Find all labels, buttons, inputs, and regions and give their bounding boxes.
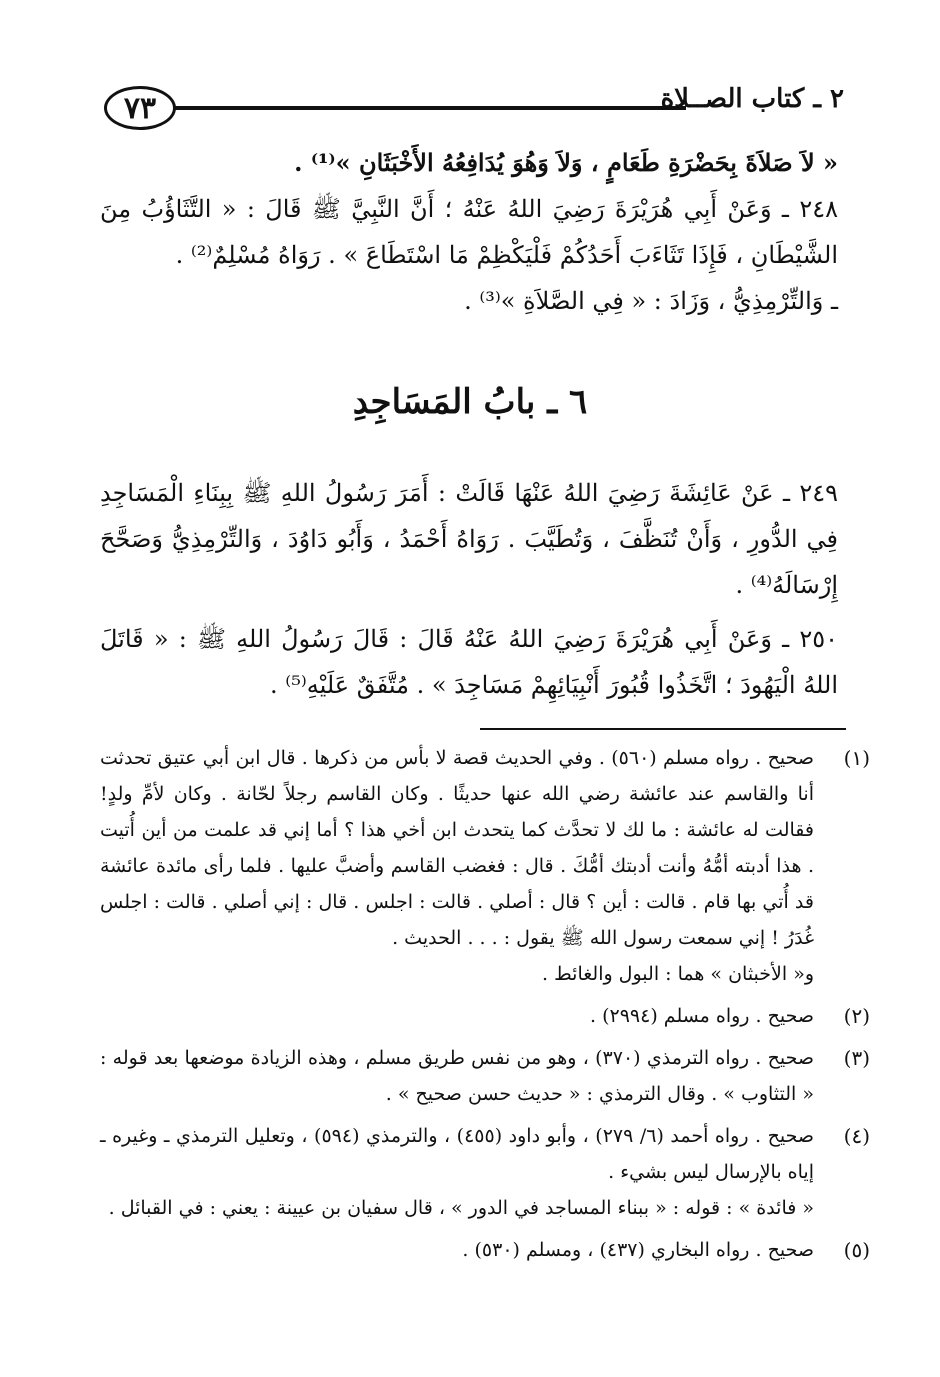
footnote-line: و« الأخبثان » هما : البول والغائط . <box>542 963 814 985</box>
page-number: ٧٣ <box>123 90 157 126</box>
hadith-248: ٢٤٨ ـ وَعَنْ أَبِي هُرَيْرَةَ رَضِيَ اللهُ عَنْهُ ؛ أَنَّ النَّبِيَّ ﷺ قَالَ : « التَّثَاؤُبُ مِنَ الشَّيْطَانِ ، فَإِذَا تَثَاءَبَ أَحَدُكُمْ فَلْيَكْظِمْ مَا اسْتَطَاعَ » . رَوَاهُ مُسْلِمٌ⁽²⁾ . <box>100 195 838 269</box>
footnote <box>100 1118 870 1226</box>
footnote-text <box>100 1118 814 1226</box>
header-rule <box>174 106 686 110</box>
footnote <box>100 740 870 992</box>
footnote-line: صحيح . رواه الترمذي (٣٧٠) ، وهو من نفس طريق مسلم ، وهذه الزيادة موضعها بعد قوله : « التثاوب » . وقال الترمذي : « حديث حسن صحيح » . <box>100 1047 814 1105</box>
footnote-text <box>100 1232 814 1268</box>
footnote-line: « فائدة » : قوله : « ببناء المساجد في الدور » ، قال سفيان بن عيينة : يعني : في القبائل . <box>108 1197 814 1219</box>
footnote-text <box>100 1040 814 1112</box>
footnote-text <box>100 998 814 1034</box>
footnote-number: (٢) <box>843 1004 870 1028</box>
footnote-line: صحيح . رواه أحمد (٦/ ٢٧٩) ، وأبو داود (٤٥٥) ، والترمذي (٥٩٤) ، وتعليل الترمذي ـ وغيره ـ إياه بالإرسال ليس بشيء . <box>100 1125 814 1183</box>
footnote-separator <box>480 728 846 730</box>
footnotes <box>100 740 870 1274</box>
footnote-line: صحيح . رواه البخاري (٤٣٧) ، ومسلم (٥٣٠) . <box>462 1239 814 1261</box>
footnote-number: (٥) <box>843 1238 870 1262</box>
hadith-248-addition: ـ وَالتِّرْمِذِيُّ ، وَزَادَ : « فِي الصَّلاَةِ »⁽³⁾ . <box>464 287 838 315</box>
footnote-line: صحيح . رواه مسلم (٥٦٠) . وفي الحديث قصة لا بأس من ذكرها . قال ابن أبي عتيق تحدثت أنا والقاسم عند عائشة رضي الله عنها حديثًا . وكان القاسم رجلاً لحّانة . وكان لأمِّ ولدٍ! فقالت له عائشة : ما لك لا تحدَّث كما يتحدث ابن أخي هذا ؟ أما إني قد علمت من أين أُتيت . هذا أدبته أمُّهُ وأنت أدبتك أمُّكَ . قال : فغضب القاسم وأضبَّ عليها . فلما رأى مائدة عائشة قد أُتي بها قام . قالت : أين ؟ قال : أصلي . قالت : اجلس . قال : إني أصلي . قالت : اجلس غُدَرُ ! إني سمعت رسول الله ﷺ يقول : . . . الحديث . <box>100 747 814 949</box>
footnote-number: (١) <box>843 746 870 770</box>
footnote-number: (٣) <box>843 1046 870 1070</box>
page-header <box>104 82 844 138</box>
top-text-block <box>100 140 838 324</box>
page-number-oval <box>104 86 176 130</box>
hadith-block <box>100 470 838 716</box>
hadith-250: ٢٥٠ ـ وَعَنْ أَبِي هُرَيْرَةَ رَضِيَ اللهُ عَنْهُ قَالَ : قَالَ رَسُولُ اللهِ ﷺ : « قَاتَلَ اللهُ الْيَهُودَ ؛ اتَّخَذُوا قُبُورَ أَنْبِيَائِهِمْ مَسَاجِدَ » . مُتَّفَقٌ عَلَيْهِ⁽⁵⁾ . <box>100 625 838 699</box>
footnote-text <box>100 740 814 992</box>
book-title: ٢ ـ كتاب الصــلاة <box>660 84 844 114</box>
footnote <box>100 998 870 1034</box>
hadith-continuation: « لاَ صَلاَةَ بِحَضْرَةِ طَعَامٍ ، وَلاَ وَهُوَ يُدَافِعُهُ الأَخْبَثَانِ »⁽¹⁾ . <box>294 148 838 177</box>
footnote <box>100 1232 870 1268</box>
footnote-line: صحيح . رواه مسلم (٢٩٩٤) . <box>590 1005 814 1027</box>
hadith-249: ٢٤٩ ـ عَنْ عَائِشَةَ رَضِيَ اللهُ عَنْهَا قَالَتْ : أَمَرَ رَسُولُ اللهِ ﷺ بِبِنَاءِ الْمَسَاجِدِ فِي الدُّورِ ، وَأَنْ تُنَظَّفَ ، وَتُطَيَّبَ . رَوَاهُ أَحْمَدُ ، وَأَبُو دَاوُدَ ، وَالتِّرْمِذِيُّ وَصَحَّحَ إِرْسَالَهُ⁽⁴⁾ . <box>100 479 839 599</box>
footnote <box>100 1040 870 1112</box>
chapter-title: ٦ ـ بابُ المَسَاجِدِ <box>352 382 588 422</box>
footnote-number: (٤) <box>843 1124 870 1148</box>
